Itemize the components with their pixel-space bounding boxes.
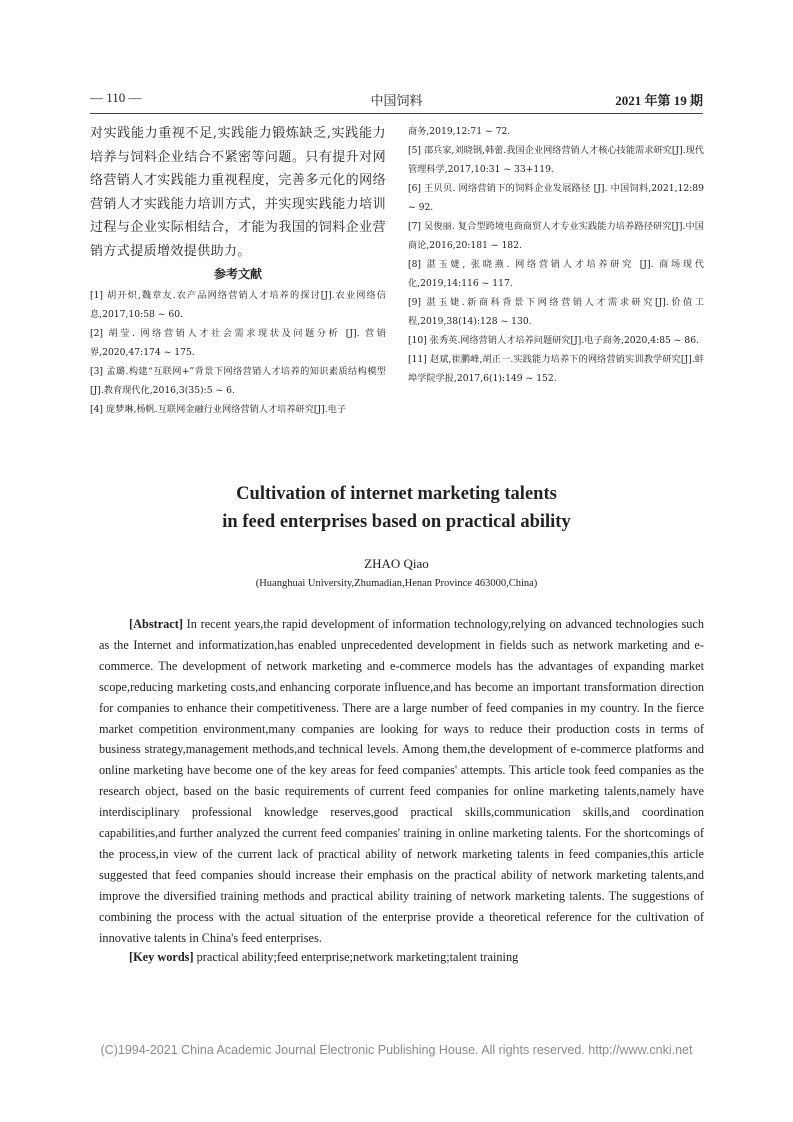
reference-item: [10] 张秀英.网络营销人才培养问题研究[J].电子商务,2020,4:85 ~ 86. [408, 335, 700, 346]
reference-item: 商务,2019,12:71 ~ 72. [408, 126, 511, 137]
title-line: Cultivation of internet marketing talents [236, 484, 557, 504]
english-abstract [99, 614, 704, 949]
reference-item: [7] 吴俊丽. 复合型跨境电商商贸人才专业实践能力培养路径研究[J].中国商论,2016,20:181 ~ 182. [408, 221, 704, 251]
reference-item: [3] 孟璐.构建“互联网+”背景下网络营销人才培养的知识素质结构模型[J].教育现代化,2016,3(35):5 ~ 6. [90, 366, 386, 396]
references-title: 参考文献 [213, 267, 262, 281]
reference-list-left [90, 286, 386, 419]
conclusion-paragraph: 对实践能力重视不足,实践能力锻炼缺乏,实践能力培养与饲料企业结合不紧密等问题。只有提升对网络营销人才实践能力重视程度，完善多元化的网络营销人才实践能力培训方式，并实现实践能力培训过程与企业实际相结合，才能为我国的饲料企业营销方式提质增效提供助力。 [90, 126, 386, 259]
abstract-label: [Abstract] [129, 617, 183, 631]
header-rule [90, 113, 703, 114]
reference-item: [8] 湛玉婕, 张晓燕. 网络营销人才培养研究 [J]. 商场现代化,2019,14:116 ~ 117. [408, 259, 704, 289]
reference-item: [5] 邵兵家,刘晓钢,韩蕾.我国企业网络营销人才核心技能需求研究[J].现代管理科学,2017,10:31 ~ 33+119. [408, 145, 704, 175]
page-number: — 110 — [90, 90, 142, 105]
journal-name: 中国饲料 [370, 93, 423, 108]
reference-item: [6] 王贝贝. 网络营销下的饲料企业发展路径 [J]. 中国饲料,2021,12:89 ~ 92. [408, 183, 704, 213]
reference-item: [9] 湛玉婕.新商科背景下网络营销人才需求研究[J].价值工程,2019,38(14):128 ~ 130. [408, 297, 704, 327]
title-line: in feed enterprises based on practical ability [222, 512, 571, 532]
author-name: ZHAO Qiao [364, 556, 429, 571]
copyright-footer: (C)1994-2021 China Academic Journal Electronic Publishing House. All rights reserved. http://www.cnki.net [100, 1043, 693, 1057]
author-affiliation: (Huanghuai University,Zhumadian,Henan Province 463000,China) [255, 578, 538, 589]
reference-item: [1] 胡开炽,魏章友.农产品网络营销人才培养的探讨[J].农业网络信息,2017,10:58 ~ 60. [90, 290, 386, 320]
keywords [99, 950, 704, 965]
reference-item: [11] 赵斌,崔鹏峰,胡正一.实践能力培养下的网络营销实训教学研究[J].蚌埠学院学报,2017,6(1):149 ~ 152. [408, 354, 704, 384]
chinese-conclusion [90, 122, 386, 263]
english-title [90, 480, 703, 536]
issue-label: 2021 年第 19 期 [615, 93, 703, 108]
abstract-text: In recent years,the rapid development of information technology,relying on advanced technologies such as the Internet and informatization,has enabled unprecedented development in fields such as network marketing and e-commerce. The development of network marketing and e-commerce models has the advantages of expanding market scope,reducing marketing costs,and enhancing corporate influence,and has become an important transformation direction for companies to enhance their competitiveness. There are a large number of feed companies in my country. In the fierce market competition environment,many companies are looking for ways to reduce their production costs in terms of business strategy,management methods,and technical levels. Among them,the development of e-commerce platforms and online marketing have become one of the key areas for feed companies' attempts. This article took feed companies as the research object, based on the basic requirements of current feed companies for online marketing talents,namely have interdisciplinary professional knowledge reserves,good practical skills,communication skills,and coordination capabilities,and further analyzed the current feed companies' training in online marketing talents. For the shortcomings of the process,in view of the current lack of practical ability of network marketing talents in feed companies,this article suggested that feed companies should increase their emphasis on the practical ability of network marketing talents,and improve the diversified training methods and practical ability training of network marketing talents. The suggestions of combining the process with the actual situation of the enterprise provide a theoretical reference for the cultivation of innovative talents in China's feed enterprises. [99, 617, 705, 945]
right-column [408, 122, 704, 388]
keywords-text: practical ability;feed enterprise;network marketing;talent training [196, 950, 519, 964]
page-header [90, 90, 703, 112]
reference-list-right [408, 122, 704, 388]
reference-item: [4] 庞梦琳,杨帆.互联网金融行业网络营销人才培养研究[J].电子 [90, 404, 347, 415]
reference-item: [2] 胡莹. 网络营销人才社会需求现状及问题分析 [J]. 营销界,2020,47:174 ~ 175. [90, 328, 386, 358]
left-column [90, 122, 386, 419]
keywords-label: [Key words] [129, 950, 194, 964]
